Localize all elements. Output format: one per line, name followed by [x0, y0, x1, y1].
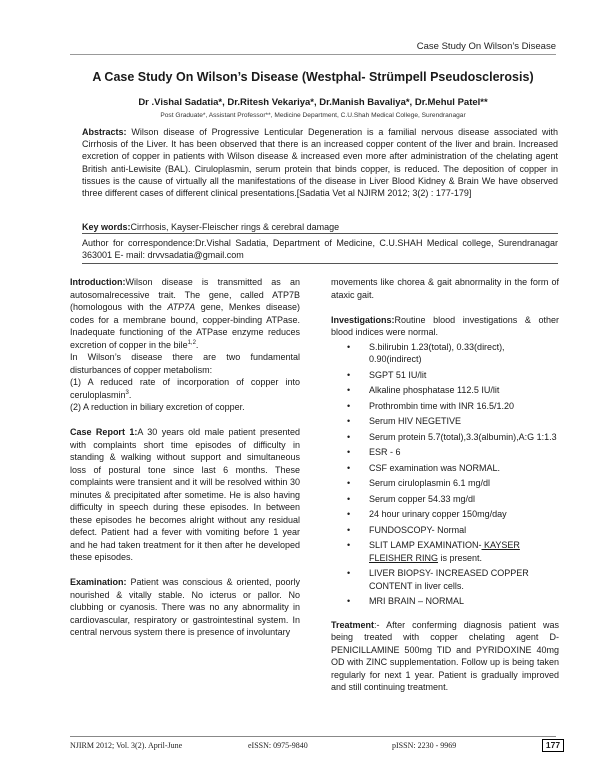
author-list: Dr .Vishal Sadatia*, Dr.Ritesh Vekariya*, Dr.Manish Bavaliya*, Dr.Mehul Patel** [138, 97, 488, 108]
list-item: • Serum HIV NEGETIVE [347, 416, 462, 426]
correspondence: Author for correspondence:Dr.Vishal Sadatia, Department of Medicine, C.U.SHAH Medical college, Surendranagar 363001 E- mail: drvvsadatia@gmail.com [82, 238, 558, 261]
treatment-paragraph: Treatment:- After conferming diagnosis patient was being treated with copper chelating agent D-PENICILLAMINE 500mg TID and PYRIDOXINE 40mg OD with ZINC supplementation. Follow up is being taken regularly for next 1 year. Patient is gradually improved and still continuing treatment. [331, 619, 559, 692]
disturbance-item-2: (2) A reduction in biliary excretion of copper. [70, 402, 245, 412]
list-item: • FUNDOSCOPY- Normal [347, 524, 467, 535]
abstract [82, 126, 558, 199]
introduction-paragraph: Introduction:Wilson disease is transmitted as an autosomalrecessive trait. The gene, called ATP7B (homologous with the ATP7A gene, Menkes disease) codes for a membrane bound, copper-binding ATPase. Inadequate functioning of the ATPase enzyme reduces excretion of copper in the bile$^{1,2}$. [70, 277, 300, 350]
right-column [331, 276, 559, 694]
investigations-label: Investigations: [331, 314, 395, 325]
case-report-paragraph: Case Report 1:A 30 years old male patient presented with complaints short time episodes of difficulty in standing & walking without support and simultaneous loss of postural tone since last 6 months. These complaints were transient and it will be resolved within 30 minutes & precipitated after sometime. He is also having difficulty in speech during these episodes. In between these episodes he becomes alright without any residual defect. Patient had a fever with vomiting before 1 year and he had taken treatment for it then after he developed these episodes. [70, 427, 300, 562]
keywords [82, 221, 558, 233]
list-item: • 24 hour urinary copper 150mg/day [347, 509, 507, 519]
correspondence-divider [82, 263, 558, 264]
list-item: • Prothrombin time with INR 16.5/1.20 [347, 400, 515, 411]
citation-ref: 3 [125, 389, 129, 396]
list-item: • SGPT 51 IU/lit [347, 369, 427, 380]
article-title: A Case Study On Wilson’s Disease (Westphal- Strümpell Pseudosclerosis) [92, 70, 534, 84]
disturbance-item-1: (1) A reduced rate of incorporation of copper into ceruloplasmin$^3$. [70, 377, 300, 400]
bullet-icon: • [347, 462, 351, 473]
investigations-paragraph: Investigations:Routine blood investigations & other blood indices were normal. [331, 314, 559, 337]
list-item: • ESR - 6 [347, 447, 401, 457]
bullet-icon: • [347, 369, 351, 380]
bullet-icon: • [347, 509, 351, 519]
header-divider [70, 54, 556, 55]
list-item: • Serum protein 5.7(total),3.3(albumin),A:G 1:1.3 [347, 431, 557, 442]
bullet-icon: • [347, 400, 351, 411]
disturbances-paragraph: In Wilson’s disease there are two fundamental disturbances of copper metabolism: [70, 352, 300, 375]
pissn: pISSN: 2230 - 9969 [392, 741, 457, 750]
footer-divider [70, 736, 556, 737]
bullet-icon: • [347, 478, 351, 488]
bullet-icon: • [347, 416, 351, 426]
bullet-icon: • [347, 431, 351, 442]
bullet-icon: • [347, 540, 351, 550]
bullet-icon: • [347, 447, 351, 457]
author-affiliation: Post Graduate*, Assistant Professor**, Medicine Department, C.U.Shah Medical College, Surendranagar [160, 112, 466, 119]
list-item: • CSF examination was NORMAL. [347, 462, 501, 473]
eissn: eISSN: 0975-9840 [248, 741, 308, 750]
bullet-icon: • [347, 341, 351, 352]
introduction-label: Introduction: [70, 277, 126, 287]
bullet-icon: • [347, 524, 351, 535]
list-item: • SLIT LAMP EXAMINATION- KAYSER FLEISHER RING is present. [347, 540, 520, 563]
list-item: • Serum ciruloplasmin 6.1 mg/dl [347, 478, 491, 488]
bullet-icon: • [347, 385, 351, 395]
list-item: • LIVER BIOPSY- INCREASED COPPER CONTENT in liver cells. [347, 568, 529, 591]
page-number: 177 [542, 739, 564, 752]
case-report-label: Case Report 1: [70, 427, 138, 437]
keywords-divider [82, 233, 558, 234]
bullet-icon: • [347, 596, 351, 606]
citation-ref: 1,2 [187, 339, 196, 346]
list-item: • MRI BRAIN – NORMAL [347, 596, 465, 606]
treatment-label: Treatment [331, 619, 375, 630]
running-header: Case Study On Wilson’s Disease [416, 41, 556, 52]
list-item: • S.bilirubin 1.23(total), 0.33(direct), 0.90(indirect) [347, 341, 505, 364]
continued-paragraph: movements like chorea & gait abnormality in the form of ataxic gait. [331, 277, 559, 300]
bullet-icon: • [347, 493, 351, 504]
journal-citation: NJIRM 2012; Vol. 3(2). April-June [70, 741, 183, 750]
list-item: • Serum copper 54.33 mg/dl [347, 493, 476, 504]
list-item: • Alkaline phosphatase 112.5 IU/lit [347, 385, 500, 395]
keywords-label: Key words: [82, 222, 131, 232]
gene-name: ATP7A [167, 302, 196, 312]
underlined-finding: KAYSER FLEISHER RING [369, 540, 520, 563]
abstract-label: Abstracts: [82, 127, 127, 137]
examination-paragraph: Examination: Patient was conscious & oriented, poorly nourished & vitally stable. No icterus or pallor. No clubbing or cyanosis. There was no any abnormality in cardiovascular, respiratory or gastrointestinal system. In central nervous system there is presence of involuntary [70, 577, 300, 637]
bullet-icon: • [347, 568, 351, 578]
left-column [70, 276, 300, 639]
investigations-list [331, 341, 559, 608]
examination-label: Examination: [70, 577, 127, 587]
keywords-text: Cirrhosis, Kayser-Fleischer rings & cerebral damage [130, 222, 340, 232]
abstract-text: Wilson disease of Progressive Lenticular Degeneration is a familial nervous disease associated with Cirrhosis of the Liver. It has been observed that there is an increased copper content of the liver and brain. Increased excretion of copper in patients with Wilson disease & increased even more after administration of the chelating agent British anti-Lewisite (BAL). Ciruloplasmin, serum protein that binds copper, is reduced. The deposition of copper in tissues is the cause of virtually all the manifestations of the disease in Liver Blood Kidney & Brain We have observed three different cases of different clinical presentations.[Sadatia Vet al NJIRM 2012; 3(2) : 177-179] [82, 127, 558, 199]
